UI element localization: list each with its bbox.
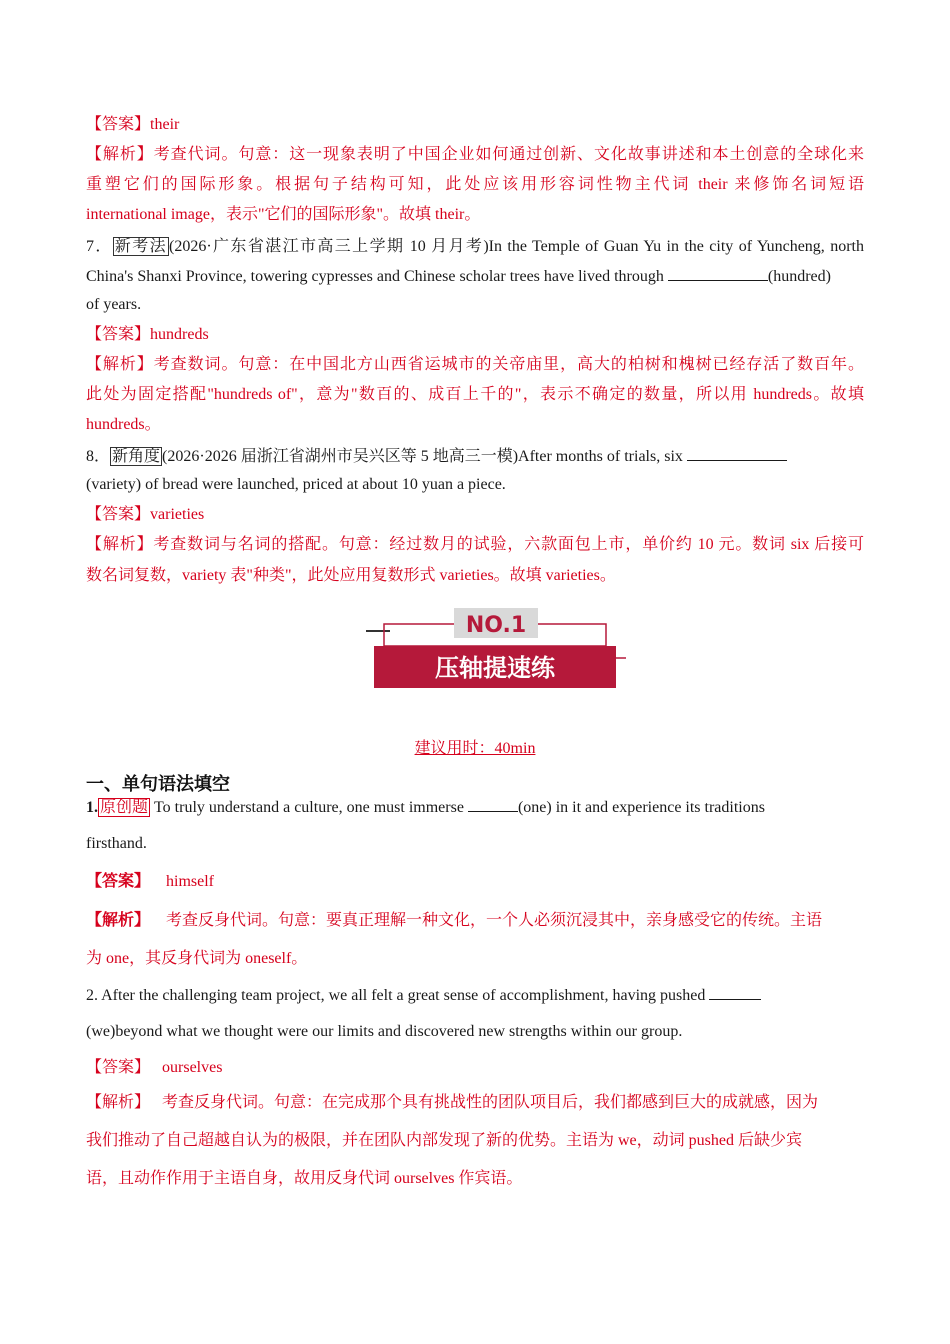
p1-tag: 原创题 — [100, 799, 149, 816]
q8-number: 8． — [86, 448, 111, 465]
p2-analysis-line: 语，且动作作用于主语自身，故用反身代词 ourselves 作宾语。 — [86, 1170, 523, 1187]
answer-blank — [687, 446, 787, 461]
q6-analysis-line: international image，表示"它们的国际形象"。故填 their。 — [86, 206, 481, 223]
q6-answer: 【答案】their — [86, 116, 180, 133]
p1-analysis-line: 【解析】 考查反身代词。句意：要真正理解一种文化，一个人必须沉浸其中，亲身感受它的传统。主语 — [86, 912, 823, 929]
q8-analysis-line: 数名词复数，variety 表"种类"，此处应用复数形式 varieties。故填 varieties。 — [86, 567, 616, 584]
q7-analysis-line: 【解析】考查数词。句意：在中国北方山西省运城市的关帝庙里，高大的柏树和槐树已经存活了数百年。 — [86, 356, 864, 373]
p2-stem: 2. After the challenging team project, we all felt a great sense of accomplishment, having pushed — [86, 985, 864, 1006]
q7-analysis-line: hundreds。 — [86, 416, 161, 433]
q6-analysis-line: 重塑它们的国际形象。根据句子结构可知，此处应该用形容词性物主代词 their 来修饰名词短语 — [86, 176, 864, 193]
q7-number: 7． — [86, 238, 113, 255]
q6-analysis-line: 【解析】考查代词。句意：这一现象表明了中国企业如何通过创新、文化故事讲述和本土创意的全球化来 — [86, 146, 864, 163]
q8-answer: 【答案】varieties — [86, 506, 205, 523]
p1-analysis-line: 为 one，其反身代词为 oneself。 — [86, 950, 308, 967]
q7-answer: 【答案】hundreds — [86, 326, 209, 343]
q7-stem: of years. — [86, 296, 142, 313]
q7-analysis-line: 此处为固定搭配"hundreds of"，意为"数百的、成百上千的"，表示不确定的数量，所以用 hundreds。故填 — [86, 386, 864, 403]
p2-answer: 【答案】 ourselves — [86, 1059, 223, 1076]
q7-stem: 7． 新考法 (2026·广东省湛江市高三上学期 10 月月考)In the Temple of Guan Yu in the city of Yuncheng, north — [86, 238, 864, 255]
answer-blank — [668, 266, 768, 281]
answer-blank — [709, 985, 761, 1000]
p1-stem: firsthand. — [86, 835, 147, 852]
answer-blank — [468, 797, 518, 812]
q7-tag: 新考法 — [114, 238, 167, 255]
banner-number: NO.1 — [465, 613, 527, 638]
q8-tag: 新角度 — [112, 448, 161, 465]
banner-title: 压轴提速练 — [435, 654, 555, 682]
q7-stem: China's Shanxi Province, towering cypresses and Chinese scholar trees have lived through (hundred) — [86, 268, 831, 285]
p1-stem: 1. 原创题 To truly understand a culture, one must immerse (one) in it and experience its traditions — [86, 799, 765, 816]
p2-analysis-line: 【解析】 考查反身代词。句意：在完成那个具有挑战性的团队项目后，我们都感到巨大的成就感，因为 — [86, 1094, 819, 1111]
p2-stem: (we)beyond what we thought were our limits and discovered new strengths within our group. — [86, 1023, 683, 1040]
p1-answer: 【答案】 himself — [86, 873, 215, 890]
q8-stem: (variety) of bread were launched, priced at about 10 yuan a piece. — [86, 476, 506, 493]
section-banner — [364, 606, 626, 692]
section-title: 一、单句语法填空 — [86, 774, 230, 795]
q8-stem: 8． 新角度 (2026·2026 届浙江省湖州市吴兴区等 5 地高三一模)After months of trials, six — [86, 446, 864, 467]
p2-analysis-line: 我们推动了自己超越自认为的极限，并在团队内部发现了新的优势。主语为 we，动词 pushed 后缺少宾 — [86, 1132, 802, 1149]
p1-number: 1. — [86, 799, 98, 816]
q8-analysis-line: 【解析】考查数词与名词的搭配。句意：经过数月的试验，六款面包上市，单价约 10 元。数词 six 后接可 — [86, 536, 864, 553]
suggested-time: 建议用时：40min — [414, 740, 536, 757]
